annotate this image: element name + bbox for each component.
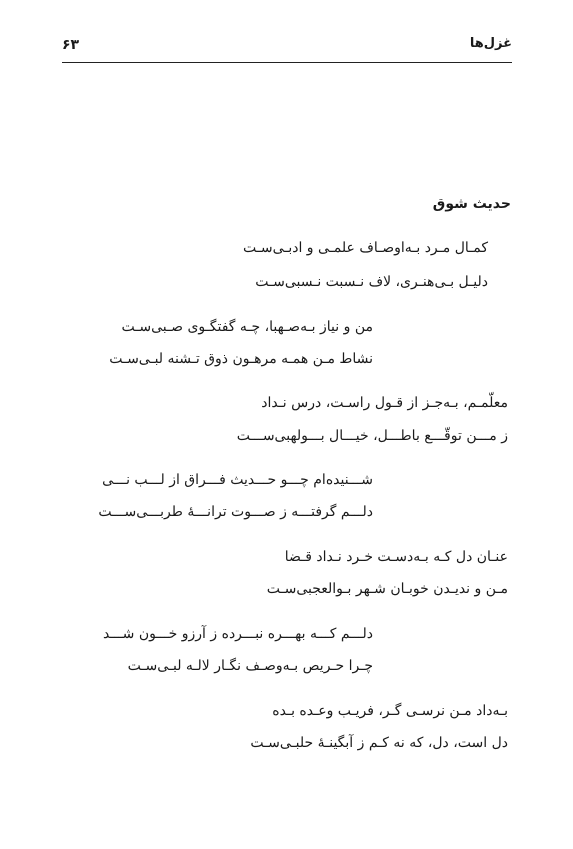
verse-line: کمـال مـرد بـه‌اوصـاف علمـی و ادبـی‌سـت <box>242 240 488 256</box>
verse-line: دلـــم کـــه بهـــره نبـــرده ز آرزو خـــون شـــد <box>103 626 373 642</box>
verse-line: معلّمـم، بـه‌جـز از قـول راسـت، درس نـداد <box>261 395 508 411</box>
verse-line: شـــنیده‌ام چـــو حـــدیث فـــراق از لـــب نـــی <box>102 472 373 488</box>
verse-line: ز مـــن توقّـــع باطـــل، خیـــال بـــولهبی‌ســـت <box>236 428 508 444</box>
verse-line: عنـان دل کـه بـه‌دسـت خـرد نـداد قـضا <box>284 549 508 565</box>
verse-line: دل است، دل، که نه کـم ز آبگینـهٔ حلبـی‌سـت <box>250 735 508 751</box>
page-number: ۶۳ <box>62 37 80 53</box>
running-title: غزل‌ها <box>469 36 512 51</box>
poem-title: حدیث شوق <box>432 196 511 212</box>
verse-line: دلیـل بـی‌هنـری، لاف نـسبت نـسبی‌سـت <box>255 274 488 290</box>
verse-line: بـه‌داد مـن نرسـی گـر، فریـب وعـده بـده <box>272 703 508 719</box>
page-header <box>62 34 512 63</box>
verse-line: نشاط مـن همـه مرهـون ذوق تـشنه لبـی‌سـت <box>109 351 373 367</box>
verse-line: چـرا حـریص بـه‌وصـف نگـار لالـه لبـی‌سـت <box>127 658 373 674</box>
verse-line: من و نیاز بـه‌صـهبا، چـه گفتگـوی صـبی‌سـت <box>121 319 373 335</box>
verse-line: دلـــم گرفتـــه ز صـــوت ترانـــهٔ طربـــی‌ســـت <box>98 504 373 520</box>
verse-line: مـن و ندیـدن خوبـان شـهر بـوالعجبی‌سـت <box>266 581 508 597</box>
